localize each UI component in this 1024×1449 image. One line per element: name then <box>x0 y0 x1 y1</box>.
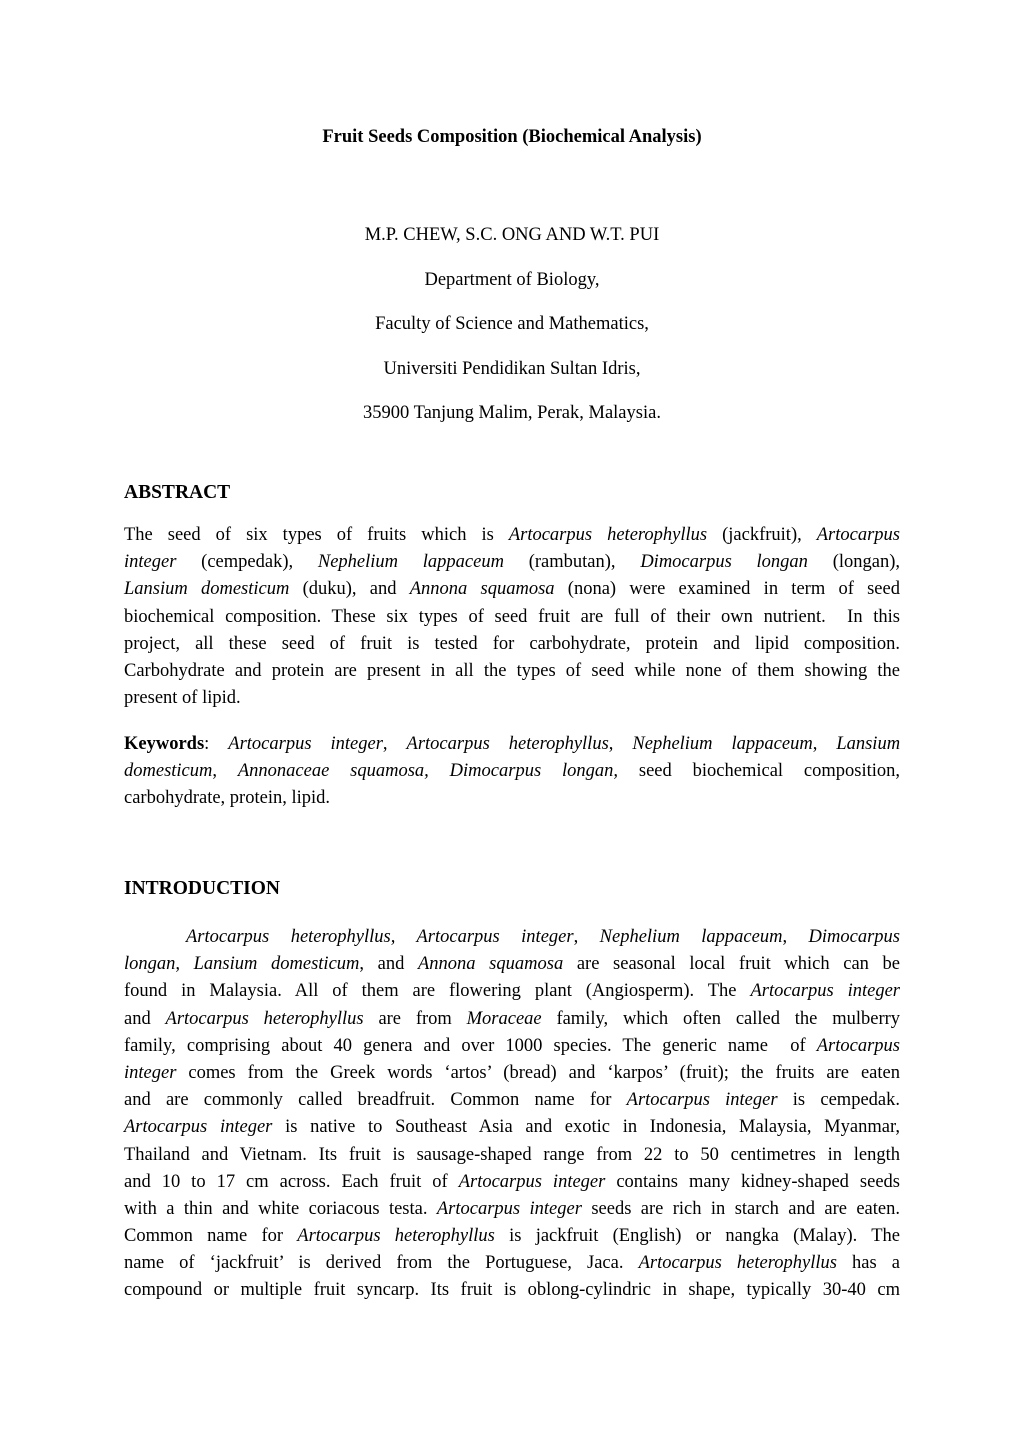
keywords-line: Keywords: Artocarpus integer, Artocarpus heterophyllus, Nephelium lappaceum, Lansium <box>124 734 901 754</box>
intro-line: and are commonly called breadfruit. Common name for Artocarpus integer is cempedak. <box>124 1090 900 1111</box>
intro-line: name of ‘jackfruit’ is derived from the Portuguese, Jaca. Artocarpus heterophyllus has a <box>124 1253 900 1274</box>
intro-line: integer comes from the Greek words ‘artos’ (bread) and ‘karpos’ (fruit); the fruits are eaten <box>124 1062 900 1083</box>
abstract-line: Lansium domesticum (duku), and Annona squamosa (nona) were examined in term of seed <box>124 579 900 600</box>
intro-line: Common name for Artocarpus heterophyllus is jackfruit (English) or nangka (Malay). The <box>124 1226 900 1247</box>
intro-line: Artocarpus heterophyllus, Artocarpus integer, Nephelium lappaceum, Dimocarpus <box>186 927 900 947</box>
abstract-heading: ABSTRACT <box>124 482 231 503</box>
abstract-line: biochemical composition. These six types of seed fruit are full of their own nutrient. In this <box>124 606 900 627</box>
keywords-line: carbohydrate, protein, lipid. <box>124 788 331 809</box>
intro-line: compound or multiple fruit syncarp. Its fruit is oblong-cylindric in shape, typically 30-40 cm <box>124 1280 900 1301</box>
author-university: Universiti Pendidikan Sultan Idris, <box>383 358 641 379</box>
abstract-line: project, all these seed of fruit is tested for carbohydrate, protein and lipid composition. <box>124 633 900 654</box>
abstract-line: present of lipid. <box>124 688 241 709</box>
intro-line: found in Malaysia. All of them are flowering plant (Angiosperm). The Artocarpus integer <box>124 981 901 1002</box>
author-faculty: Faculty of Science and Mathematics, <box>375 314 649 334</box>
intro-line: Thailand and Vietnam. Its fruit is sausage-shaped range from 22 to 50 centimetres in length <box>124 1144 900 1165</box>
abstract-line: integer (cempedak), Nephelium lappaceum (rambutan), Dimocarpus longan (longan), <box>124 552 900 573</box>
intro-line: and Artocarpus heterophyllus are from Moraceae family, which often called the mulberry <box>124 1008 901 1029</box>
keywords-line: domesticum, Annonaceae squamosa, Dimocarpus longan, seed biochemical composition, <box>124 761 901 782</box>
paper-title: Fruit Seeds Composition (Biochemical Analysis) <box>322 127 702 147</box>
intro-line: family, comprising about 40 genera and over 1000 species. The generic name of Artocarpus <box>124 1035 900 1056</box>
abstract-text <box>124 522 900 712</box>
abstract-line: Carbohydrate and protein are present in all the types of seed while none of them showing the <box>124 660 900 681</box>
author-names: M.P. CHEW, S.C. ONG AND W.T. PUI <box>364 225 660 245</box>
introduction-heading: INTRODUCTION <box>124 878 281 899</box>
keywords-text <box>124 731 900 813</box>
intro-line: longan, Lansium domesticum, and Annona squamosa are seasonal local fruit which can be <box>124 954 901 975</box>
intro-line: and 10 to 17 cm across. Each fruit of Artocarpus integer contains many kidney-shaped seeds <box>124 1171 900 1192</box>
introduction-text <box>124 924 900 1305</box>
intro-line: with a thin and white coriacous testa. Artocarpus integer seeds are rich in starch and are eaten. <box>124 1198 900 1219</box>
intro-line: Artocarpus integer is native to Southeast Asia and exotic in Indonesia, Malaysia, Myanmar, <box>124 1117 900 1138</box>
author-block <box>0 213 1024 436</box>
keywords-label: Keywords <box>124 734 205 754</box>
author-address: 35900 Tanjung Malim, Perak, Malaysia. <box>363 403 661 423</box>
author-department: Department of Biology, <box>424 269 600 290</box>
abstract-line: The seed of six types of fruits which is Artocarpus heterophyllus (jackfruit), Artocarpus <box>124 525 900 545</box>
